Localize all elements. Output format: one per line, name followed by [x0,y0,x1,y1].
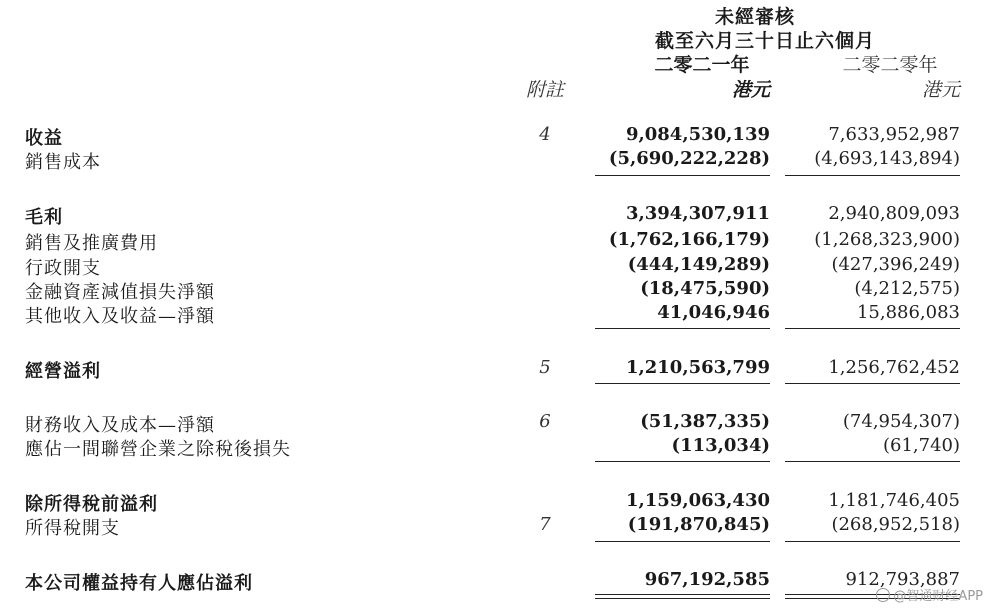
row-current-revenue: 9,084,530,139 [625,124,770,145]
row-prior-associate-loss: (61,740) [882,435,960,456]
watermark-text: @智通财经APP [893,589,983,604]
subtotal-rule [785,541,960,542]
row-note-operating-profit: 5 [539,357,551,378]
subtotal-rule [785,175,960,176]
row-label-selling-expenses: 銷售及推廣費用 [25,233,158,254]
watermark-icon [876,588,890,602]
subtotal-rule [785,383,960,384]
row-prior-income-tax: (268,952,518) [831,514,960,535]
subtotal-rule [785,328,960,329]
row-current-other-income: 41,046,946 [657,302,770,323]
row-note-revenue: 4 [539,124,551,145]
header-year-current: 二零二一年 [654,54,750,76]
row-prior-other-income: 15,886,083 [856,302,960,323]
row-current-operating-profit: 1,210,563,799 [625,357,770,378]
row-current-associate-loss: (113,034) [671,435,770,456]
row-label-operating-profit: 經營溢利 [25,361,101,382]
total-double-rule [595,594,770,599]
row-prior-gross-profit: 2,940,809,093 [828,203,960,224]
row-prior-profit-before-tax: 1,181,746,405 [828,490,960,511]
row-current-selling-expenses: (1,762,166,179) [608,229,770,250]
row-prior-operating-profit: 1,256,762,452 [828,357,960,378]
header-unit-current: 港元 [731,79,770,101]
watermark [876,585,983,604]
row-label-other-income: 其他收入及收益—淨額 [25,306,215,327]
row-label-revenue: 收益 [25,128,63,149]
row-label-income-tax: 所得稅開支 [25,518,120,539]
row-current-cost-of-sales: (5,690,222,228) [608,148,770,169]
header-unit-prior: 港元 [921,79,960,101]
header-period: 截至六月三十日止六個月 [654,30,875,52]
subtotal-rule [595,328,770,329]
subtotal-rule [595,461,770,462]
row-prior-revenue: 7,633,952,987 [828,124,960,145]
row-current-profit-before-tax: 1,159,063,430 [625,490,770,511]
row-prior-impairment-losses: (4,212,575) [854,278,960,299]
row-current-finance-net: (51,387,335) [640,411,770,432]
row-label-gross-profit: 毛利 [25,207,63,228]
row-prior-admin-expenses: (427,396,249) [831,254,960,275]
row-label-admin-expenses: 行政開支 [25,258,101,279]
row-current-impairment-losses: (18,475,590) [640,278,770,299]
row-label-cost-of-sales: 銷售成本 [25,152,101,173]
row-label-associate-loss: 應佔一間聯營企業之除稅後損失 [25,439,291,460]
row-note-finance-net: 6 [539,411,551,432]
subtotal-rule [595,541,770,542]
header-year-prior: 二零二零年 [842,54,938,76]
row-prior-profit-attributable: 912,793,887 [845,569,960,590]
row-label-impairment-losses: 金融資產減值損失淨額 [25,282,215,303]
row-current-gross-profit: 3,394,307,911 [625,203,770,224]
subtotal-rule [595,383,770,384]
row-prior-finance-net: (74,954,307) [842,411,960,432]
row-current-profit-attributable: 967,192,585 [644,569,770,590]
header-unaudited: 未經審核 [714,6,795,28]
row-label-profit-attributable: 本公司權益持有人應佔溢利 [25,573,253,594]
header-note: 附註 [525,79,564,101]
row-note-income-tax: 7 [539,514,551,535]
row-prior-cost-of-sales: (4,693,143,894) [814,148,960,169]
row-current-admin-expenses: (444,149,289) [627,254,770,275]
row-label-finance-net: 財務收入及成本—淨額 [25,415,215,436]
row-current-income-tax: (191,870,845) [627,514,770,535]
row-prior-selling-expenses: (1,268,323,900) [814,229,960,250]
subtotal-rule [785,461,960,462]
row-label-profit-before-tax: 除所得稅前溢利 [25,494,158,515]
subtotal-rule [595,175,770,176]
